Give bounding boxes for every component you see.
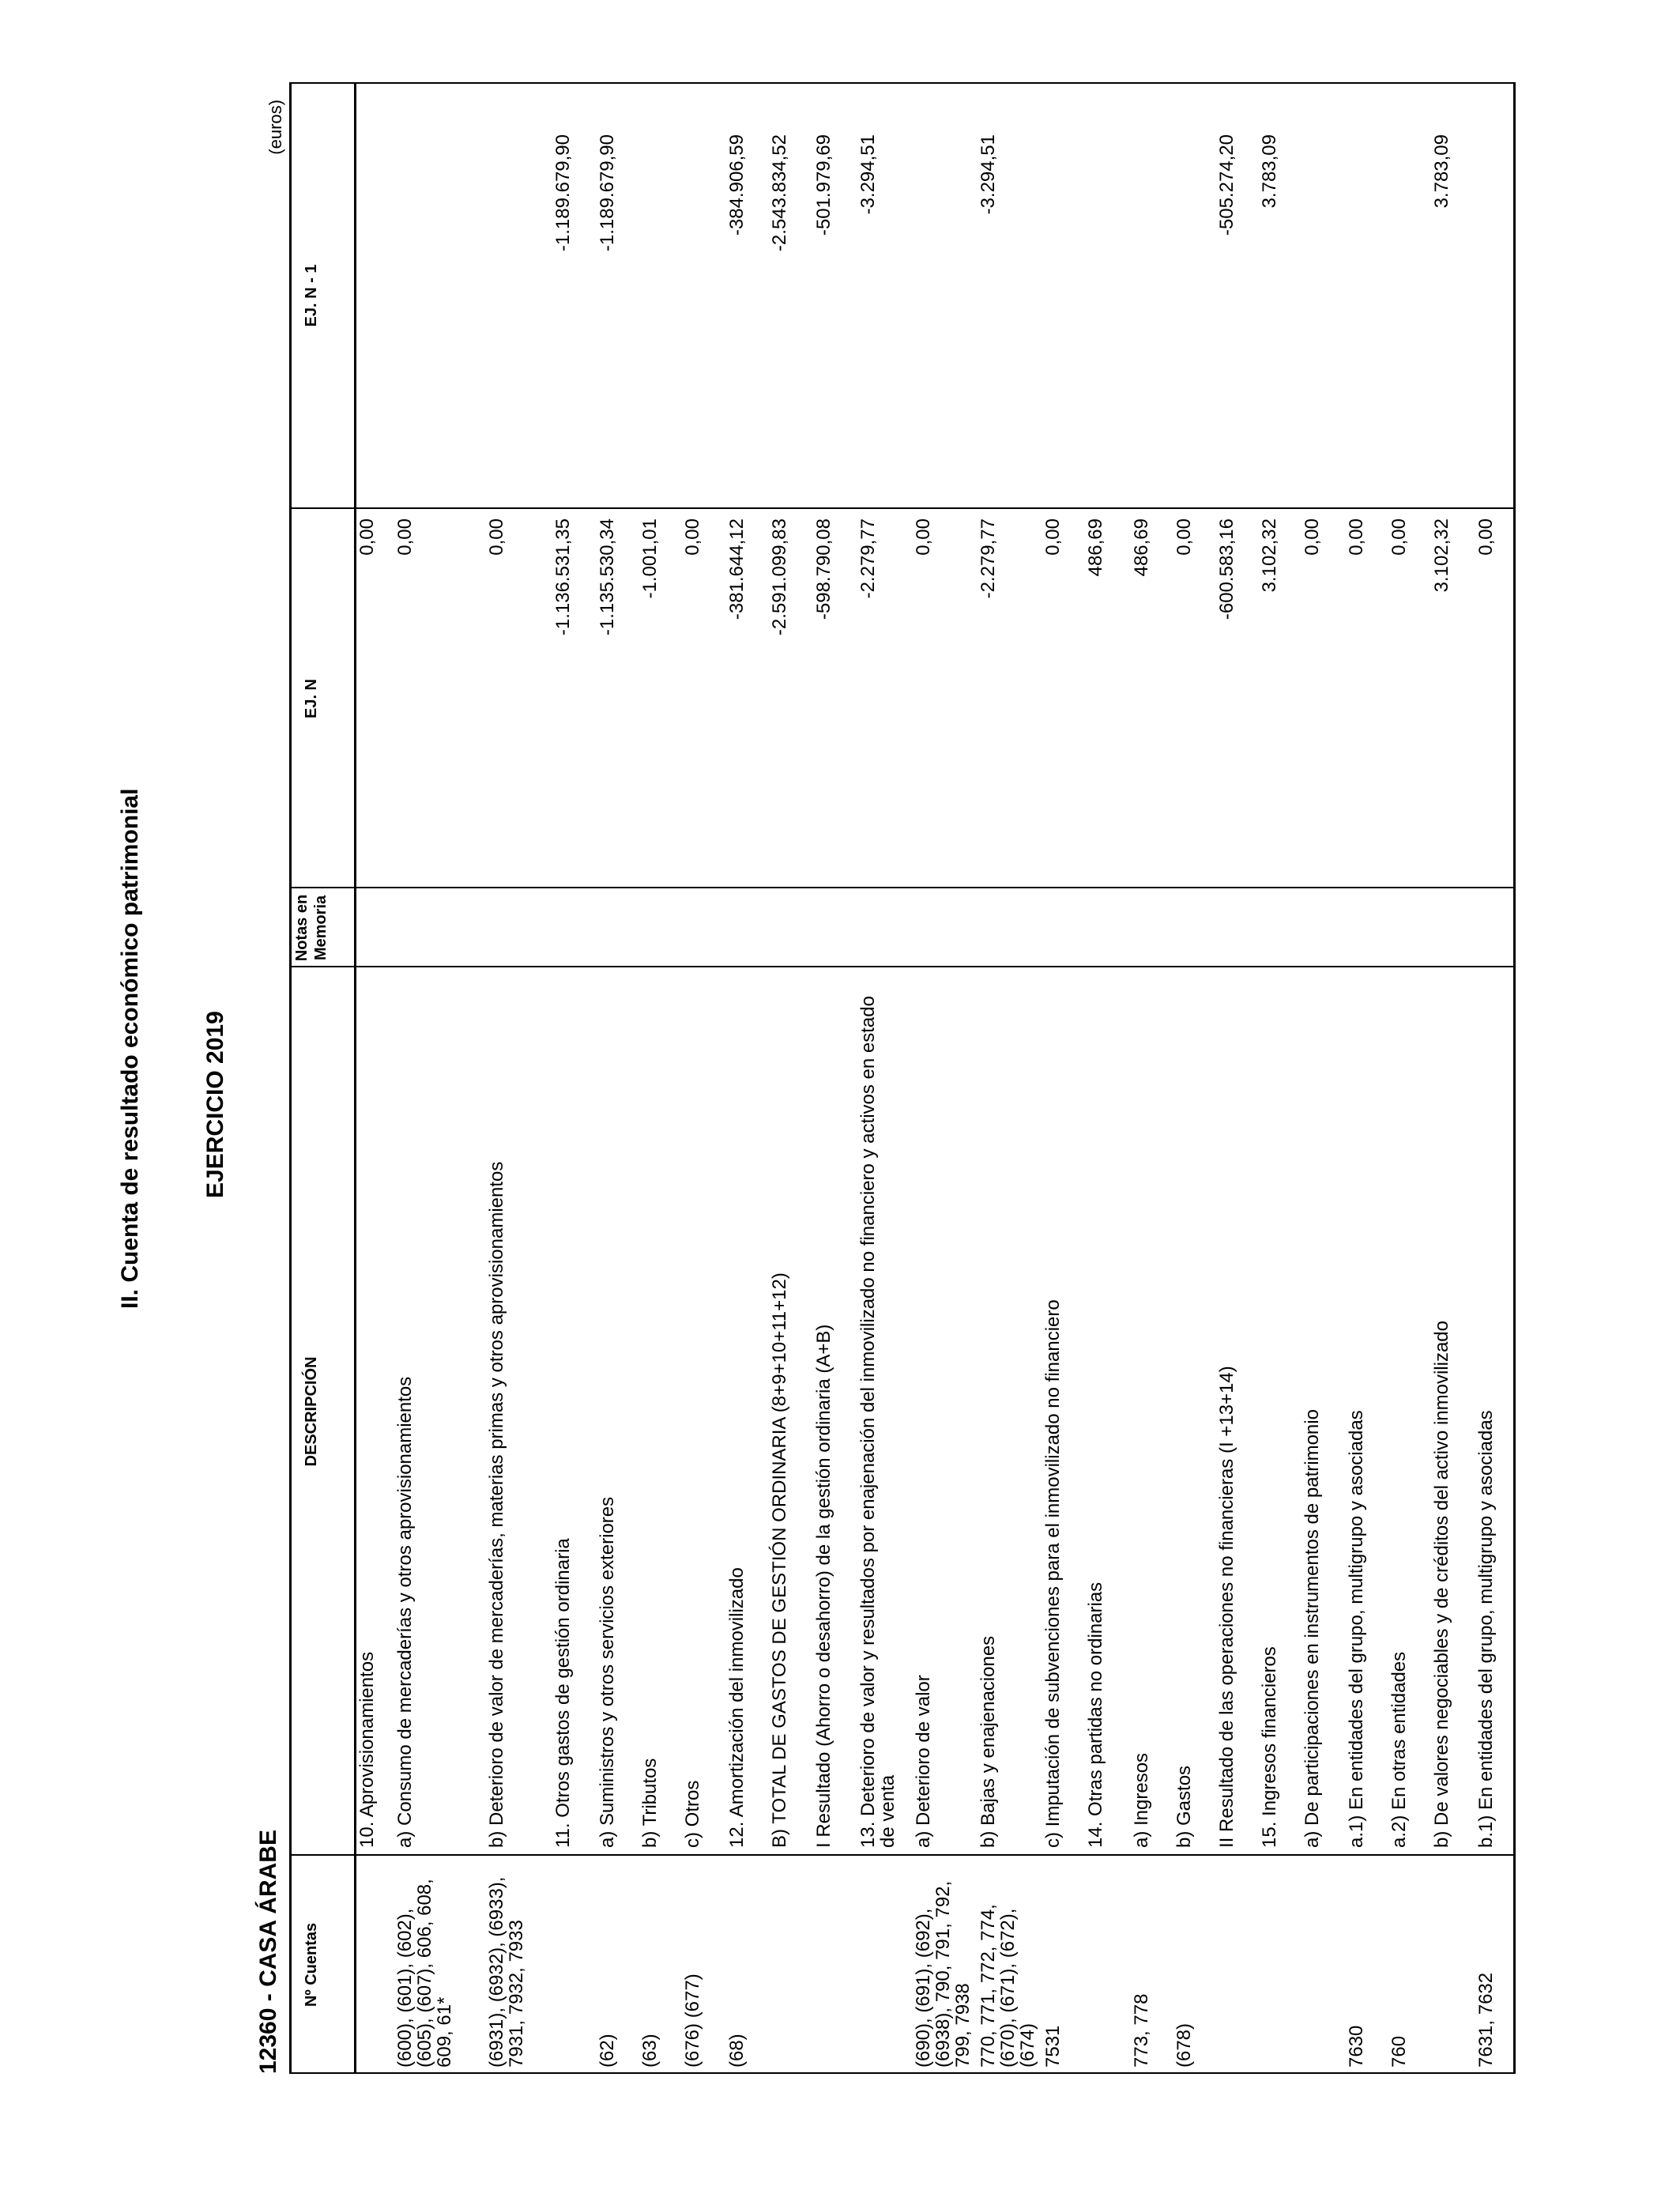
value-ej-n: 0,00 [486,518,507,556]
account-codes: (600), (601), (602), (605), (607), 606, 608, 609, 61* [394,1879,455,2068]
units-label: (euros) [266,100,285,155]
value-ej-n: -2.591.099,83 [769,518,790,636]
value-ej-n: -2.279,77 [977,518,999,599]
value-ej-n: 0,00 [394,518,416,556]
report-subtitle: EJERCICIO 2019 [202,1011,228,1198]
column-divider [289,966,356,967]
row-description: b.1) En entidades del grupo, multigrupo y asociadas [1475,1410,1497,1848]
account-codes: (676) (677) [682,1973,703,2068]
row-description: c) Imputación de subvenciones para el inmovilizado no financiero [1042,1299,1064,1848]
value-ej-n: 0,00 [356,518,378,556]
col-header-ej-n1: EJ. N - 1 [303,264,320,327]
column-divider [289,1854,1516,1856]
row-description: a) Ingresos [1131,1752,1152,1848]
account-codes: (68) [726,2034,748,2068]
report-title: II. Cuenta de resultado económico patrimonial [117,788,143,1309]
value-ej-n1: -1.189.679,90 [597,134,618,252]
value-ej-n: 486,69 [1085,518,1106,577]
column-divider [289,887,1516,888]
account-codes: 773, 778 [1131,1993,1152,2068]
value-ej-n1: 3.783,09 [1259,134,1280,209]
value-ej-n: 0,00 [1173,518,1195,556]
value-ej-n: 0,00 [682,518,703,556]
row-description: II Resultado de las operaciones no financieras (I +13+14) [1216,1366,1237,1848]
account-codes: 7630 [1346,2025,1367,2068]
account-codes: 770, 771, 772, 774, (670), (671), (672), (674) [977,1904,1038,2068]
value-ej-n: 486,69 [1131,518,1152,577]
row-description: c) Otros [682,1780,703,1848]
column-divider [289,82,1516,84]
row-description: B) TOTAL DE GASTOS DE GESTIÓN ORDINARIA (8+9+10+11+12) [769,1272,790,1848]
value-ej-n1: -384.906,59 [726,134,748,236]
value-ej-n: -600.583,16 [1216,518,1237,620]
col-header-ej-n: EJ. N [303,678,320,719]
value-ej-n: -1.136.531,35 [552,518,574,636]
row-description: 13. Deterioro de valor y resultados por enajenación del inmovilizado no financiero y activos en estado de venta [857,996,898,1848]
value-ej-n: -381.644,12 [726,518,748,620]
col-header-cuentas: Nº Cuentas [303,1922,320,2007]
table-bottom-border [1513,82,1516,2074]
value-ej-n: 0,00 [1301,518,1323,556]
value-ej-n: 3.102,32 [1431,518,1452,593]
account-codes: (690), (691), (692), (6938), 790, 791, 792, 799, 7938 [913,1880,974,2068]
row-description: 14. Otras partidas no ordinarias [1085,1581,1106,1848]
value-ej-n1: -3.294,51 [857,134,879,215]
row-description: I Resultado (Ahorro o desahorro) de la gestión ordinaria (A+B) [813,1324,834,1848]
value-ej-n: -598.790,08 [813,518,834,620]
column-divider [289,507,1516,509]
row-description: 12. Amortización del inmovilizado [726,1567,748,1848]
row-description: b) Tributos [639,1758,661,1848]
header-bottom-border [354,82,356,2074]
results-table [0,82,1680,2074]
row-description: b) Bajas y enajenaciones [977,1635,999,1848]
row-description: b) Gastos [1173,1765,1195,1848]
account-codes: 7531 [1042,2025,1064,2068]
row-description: a) Deterioro de valor [913,1675,934,1848]
value-ej-n: 0,00 [1475,518,1497,556]
row-description: a) Suministros y otros servicios exteriores [597,1496,618,1848]
value-ej-n1: -505.274,20 [1216,134,1237,236]
row-description: 11. Otros gastos de gestión ordinaria [552,1538,574,1848]
table-top-border [289,82,292,2074]
account-codes: (6931), (6932), (6933), 7931, 7932, 7933 [486,1876,527,2068]
value-ej-n1: -2.543.834,52 [769,134,790,252]
value-ej-n1: -1.189.679,90 [552,134,574,252]
row-description: 10. Aprovisionamientos [356,1651,378,1848]
column-divider [289,2072,1516,2074]
column-divider [354,966,1516,967]
value-ej-n: 0,00 [1346,518,1367,556]
value-ej-n: 0,00 [1388,518,1410,556]
row-description: a) Consumo de mercaderías y otros aprovisionamientos [394,1376,416,1848]
row-description: b) Deterioro de valor de mercaderías, materias primas y otros aprovisionamientos [486,1161,507,1848]
value-ej-n1: -3.294,51 [977,134,999,215]
row-description: a) De participaciones en instrumentos de patrimonio [1301,1409,1323,1848]
row-description: a.2) En otras entidades [1388,1651,1410,1848]
row-description: b) De valores negociables y de créditos del activo inmovilizado [1431,1320,1452,1848]
value-ej-n: 0,00 [1042,518,1064,556]
value-ej-n: -2.279,77 [857,518,879,599]
account-codes: (62) [597,2034,618,2068]
value-ej-n1: 3.783,09 [1431,134,1452,209]
col-header-notas: Notas en Memoria [293,894,330,962]
value-ej-n: 0,00 [913,518,934,556]
account-codes: 7631, 7632 [1475,1972,1497,2068]
row-description: 15. Ingresos financieros [1259,1646,1280,1848]
value-ej-n: 3.102,32 [1259,518,1280,593]
value-ej-n: -1.135.530,34 [597,518,618,636]
value-ej-n1: -501.979,69 [813,134,834,236]
account-codes: (678) [1173,2022,1195,2068]
row-description: a.1) En entidades del grupo, multigrupo y asociadas [1346,1410,1367,1848]
account-codes: (63) [639,2034,661,2068]
entity-name: 12360 - CASA ÁRABE [255,1830,281,2074]
value-ej-n: -1.001,01 [639,518,661,599]
account-codes: 760 [1388,2035,1410,2068]
col-header-descripcion: DESCRIPCIÓN [303,1356,320,1467]
